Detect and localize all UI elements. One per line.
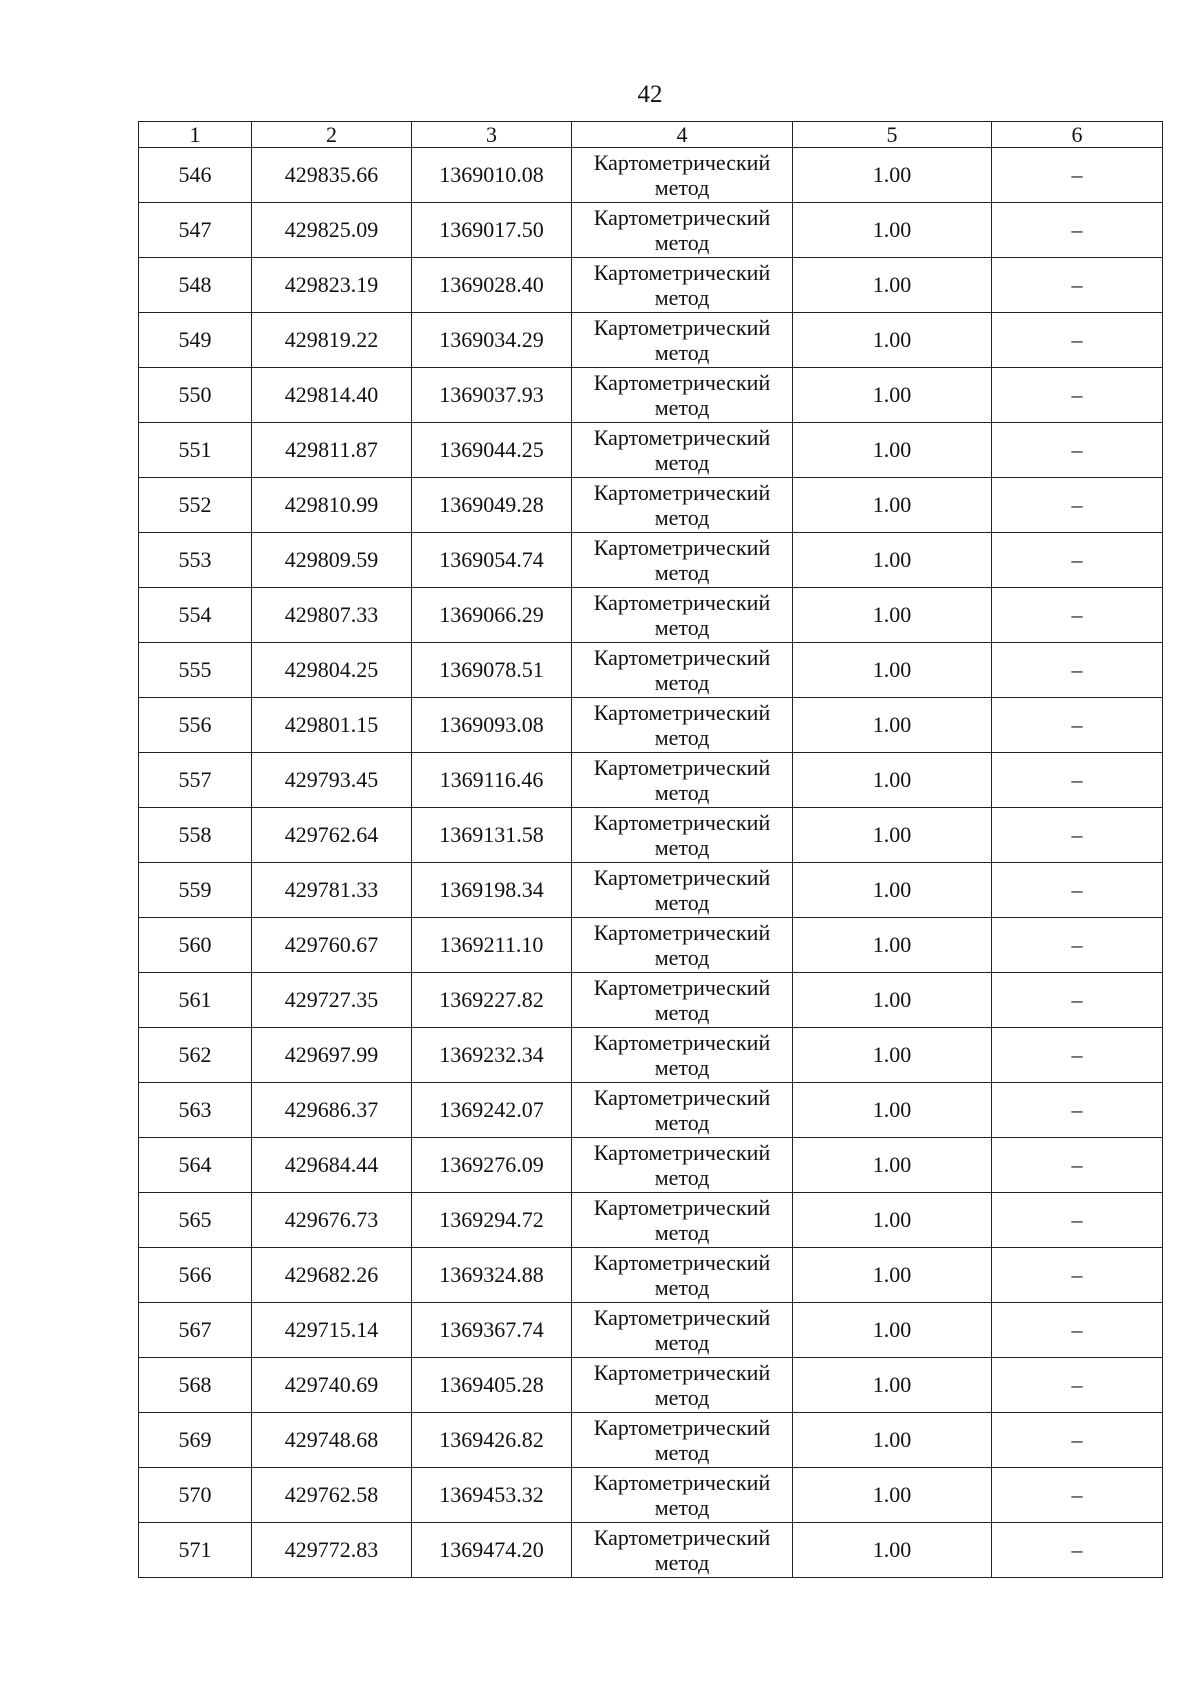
accuracy-cell: 1.00 (793, 423, 992, 478)
method-text: метод (654, 1385, 710, 1410)
x-coordinate-cell: 429772.83 (252, 1523, 412, 1578)
note-cell: – (992, 148, 1163, 203)
accuracy-cell: 1.00 (793, 918, 992, 973)
method-text: метод (654, 395, 710, 420)
method-cell (572, 313, 793, 368)
y-coordinate-cell: 1369131.58 (412, 808, 572, 863)
method-text: Картометрический (593, 1195, 771, 1220)
table-row (139, 643, 1163, 698)
point-number-cell: 563 (139, 1083, 252, 1138)
note-cell: – (992, 808, 1163, 863)
method-text: метод (654, 670, 710, 695)
method-text: Картометрический (593, 1360, 771, 1385)
method-cell (572, 1028, 793, 1083)
table-row (139, 258, 1163, 313)
accuracy-cell: 1.00 (793, 313, 992, 368)
y-coordinate-cell: 1369044.25 (412, 423, 572, 478)
method-text: метод (654, 615, 710, 640)
method-text: Картометрический (593, 370, 771, 395)
point-number-cell: 559 (139, 863, 252, 918)
table-row (139, 1413, 1163, 1468)
x-coordinate-cell: 429686.37 (252, 1083, 412, 1138)
accuracy-cell: 1.00 (793, 368, 992, 423)
accuracy-cell: 1.00 (793, 478, 992, 533)
table-row (139, 1028, 1163, 1083)
accuracy-cell: 1.00 (793, 533, 992, 588)
method-cell (572, 478, 793, 533)
y-coordinate-cell: 1369276.09 (412, 1138, 572, 1193)
accuracy-cell: 1.00 (793, 643, 992, 698)
y-coordinate-cell: 1369474.20 (412, 1523, 572, 1578)
point-number-cell: 548 (139, 258, 252, 313)
note-cell: – (992, 533, 1163, 588)
table-header-row (139, 122, 1163, 148)
method-text: метод (654, 835, 710, 860)
page-number: 42 (637, 81, 663, 108)
column-header: 2 (252, 122, 412, 148)
note-cell: – (992, 753, 1163, 808)
x-coordinate-cell: 429760.67 (252, 918, 412, 973)
table-row (139, 1138, 1163, 1193)
x-coordinate-cell: 429682.26 (252, 1248, 412, 1303)
x-coordinate-cell: 429676.73 (252, 1193, 412, 1248)
y-coordinate-cell: 1369034.29 (412, 313, 572, 368)
note-cell: – (992, 643, 1163, 698)
point-number-cell: 565 (139, 1193, 252, 1248)
method-text: Картометрический (593, 1470, 771, 1495)
accuracy-cell: 1.00 (793, 1358, 992, 1413)
accuracy-cell: 1.00 (793, 753, 992, 808)
method-text: Картометрический (593, 700, 771, 725)
table-row (139, 1358, 1163, 1413)
point-number-cell: 546 (139, 148, 252, 203)
point-number-cell: 564 (139, 1138, 252, 1193)
y-coordinate-cell: 1369324.88 (412, 1248, 572, 1303)
method-text: метод (654, 1330, 710, 1355)
x-coordinate-cell: 429819.22 (252, 313, 412, 368)
accuracy-cell: 1.00 (793, 588, 992, 643)
y-coordinate-cell: 1369426.82 (412, 1413, 572, 1468)
method-text: метод (654, 1495, 710, 1520)
accuracy-cell: 1.00 (793, 1193, 992, 1248)
y-coordinate-cell: 1369078.51 (412, 643, 572, 698)
method-text: метод (654, 560, 710, 585)
note-cell: – (992, 698, 1163, 753)
x-coordinate-cell: 429684.44 (252, 1138, 412, 1193)
x-coordinate-cell: 429762.58 (252, 1468, 412, 1523)
point-number-cell: 549 (139, 313, 252, 368)
method-cell (572, 643, 793, 698)
y-coordinate-cell: 1369116.46 (412, 753, 572, 808)
y-coordinate-cell: 1369211.10 (412, 918, 572, 973)
note-cell: – (992, 1083, 1163, 1138)
y-coordinate-cell: 1369405.28 (412, 1358, 572, 1413)
point-number-cell: 566 (139, 1248, 252, 1303)
table-row (139, 368, 1163, 423)
accuracy-cell: 1.00 (793, 698, 992, 753)
point-number-cell: 568 (139, 1358, 252, 1413)
note-cell: – (992, 1138, 1163, 1193)
accuracy-cell: 1.00 (793, 1028, 992, 1083)
method-text: метод (654, 945, 710, 970)
column-header: 4 (572, 122, 793, 148)
method-cell (572, 533, 793, 588)
x-coordinate-cell: 429781.33 (252, 863, 412, 918)
column-header: 5 (793, 122, 992, 148)
table-row (139, 973, 1163, 1028)
table-row (139, 1193, 1163, 1248)
y-coordinate-cell: 1369232.34 (412, 1028, 572, 1083)
method-text: Картометрический (593, 260, 771, 285)
accuracy-cell: 1.00 (793, 1523, 992, 1578)
method-text: метод (654, 780, 710, 805)
method-text: Картометрический (593, 315, 771, 340)
accuracy-cell: 1.00 (793, 863, 992, 918)
note-cell: – (992, 1028, 1163, 1083)
table-row (139, 918, 1163, 973)
point-number-cell: 547 (139, 203, 252, 258)
y-coordinate-cell: 1369242.07 (412, 1083, 572, 1138)
note-cell: – (992, 1303, 1163, 1358)
y-coordinate-cell: 1369054.74 (412, 533, 572, 588)
method-text: метод (654, 175, 710, 200)
note-cell: – (992, 1248, 1163, 1303)
y-coordinate-cell: 1369037.93 (412, 368, 572, 423)
note-cell: – (992, 588, 1163, 643)
point-number-cell: 553 (139, 533, 252, 588)
note-cell: – (992, 1468, 1163, 1523)
point-number-cell: 561 (139, 973, 252, 1028)
x-coordinate-cell: 429697.99 (252, 1028, 412, 1083)
method-cell (572, 1413, 793, 1468)
point-number-cell: 557 (139, 753, 252, 808)
method-text: Картометрический (593, 1140, 771, 1165)
accuracy-cell: 1.00 (793, 203, 992, 258)
note-cell: – (992, 1523, 1163, 1578)
method-text: Картометрический (593, 810, 771, 835)
method-cell (572, 753, 793, 808)
method-text: метод (654, 340, 710, 365)
table-row (139, 753, 1163, 808)
method-text: метод (654, 285, 710, 310)
table-row (139, 1303, 1163, 1358)
method-text: Картометрический (593, 920, 771, 945)
method-cell (572, 1523, 793, 1578)
method-text: метод (654, 505, 710, 530)
x-coordinate-cell: 429804.25 (252, 643, 412, 698)
method-cell (572, 423, 793, 478)
method-text: Картометрический (593, 645, 771, 670)
method-cell (572, 148, 793, 203)
method-text: Картометрический (593, 150, 771, 175)
y-coordinate-cell: 1369028.40 (412, 258, 572, 313)
point-number-cell: 555 (139, 643, 252, 698)
table-row (139, 863, 1163, 918)
method-text: метод (654, 725, 710, 750)
method-cell (572, 203, 793, 258)
note-cell: – (992, 478, 1163, 533)
method-text: Картометрический (593, 1085, 771, 1110)
accuracy-cell: 1.00 (793, 1468, 992, 1523)
x-coordinate-cell: 429835.66 (252, 148, 412, 203)
x-coordinate-cell: 429825.09 (252, 203, 412, 258)
table-row (139, 313, 1163, 368)
table-row (139, 808, 1163, 863)
method-cell (572, 368, 793, 423)
y-coordinate-cell: 1369093.08 (412, 698, 572, 753)
point-number-cell: 560 (139, 918, 252, 973)
method-text: Картометрический (593, 1305, 771, 1330)
x-coordinate-cell: 429810.99 (252, 478, 412, 533)
method-text: Картометрический (593, 425, 771, 450)
column-header: 3 (412, 122, 572, 148)
method-text: Картометрический (593, 1250, 771, 1275)
coordinates-table (138, 121, 1163, 1578)
point-number-cell: 550 (139, 368, 252, 423)
accuracy-cell: 1.00 (793, 808, 992, 863)
method-cell (572, 808, 793, 863)
method-cell (572, 863, 793, 918)
point-number-cell: 562 (139, 1028, 252, 1083)
method-text: Картометрический (593, 480, 771, 505)
y-coordinate-cell: 1369294.72 (412, 1193, 572, 1248)
method-text: метод (654, 1165, 710, 1190)
method-text: Картометрический (593, 1030, 771, 1055)
method-cell (572, 1138, 793, 1193)
x-coordinate-cell: 429809.59 (252, 533, 412, 588)
accuracy-cell: 1.00 (793, 1083, 992, 1138)
note-cell: – (992, 423, 1163, 478)
method-text: метод (654, 890, 710, 915)
method-text: Картометрический (593, 535, 771, 560)
note-cell: – (992, 1413, 1163, 1468)
method-text: Картометрический (593, 755, 771, 780)
table-row (139, 698, 1163, 753)
table-row (139, 478, 1163, 533)
y-coordinate-cell: 1369049.28 (412, 478, 572, 533)
method-cell (572, 588, 793, 643)
table-row (139, 148, 1163, 203)
x-coordinate-cell: 429823.19 (252, 258, 412, 313)
x-coordinate-cell: 429811.87 (252, 423, 412, 478)
method-cell (572, 1303, 793, 1358)
table-row (139, 1468, 1163, 1523)
x-coordinate-cell: 429793.45 (252, 753, 412, 808)
method-text: метод (654, 1000, 710, 1025)
accuracy-cell: 1.00 (793, 258, 992, 313)
note-cell: – (992, 1358, 1163, 1413)
x-coordinate-cell: 429801.15 (252, 698, 412, 753)
x-coordinate-cell: 429715.14 (252, 1303, 412, 1358)
accuracy-cell: 1.00 (793, 148, 992, 203)
x-coordinate-cell: 429762.64 (252, 808, 412, 863)
table-row (139, 203, 1163, 258)
method-text: Картометрический (593, 975, 771, 1000)
table-row (139, 588, 1163, 643)
x-coordinate-cell: 429740.69 (252, 1358, 412, 1413)
x-coordinate-cell: 429727.35 (252, 973, 412, 1028)
column-header: 1 (139, 122, 252, 148)
note-cell: – (992, 973, 1163, 1028)
method-text: Картометрический (593, 1525, 771, 1550)
note-cell: – (992, 313, 1163, 368)
point-number-cell: 556 (139, 698, 252, 753)
method-cell (572, 1193, 793, 1248)
method-text: метод (654, 1110, 710, 1135)
point-number-cell: 571 (139, 1523, 252, 1578)
point-number-cell: 551 (139, 423, 252, 478)
x-coordinate-cell: 429748.68 (252, 1413, 412, 1468)
accuracy-cell: 1.00 (793, 1413, 992, 1468)
method-text: метод (654, 1550, 710, 1575)
note-cell: – (992, 863, 1163, 918)
table-row (139, 533, 1163, 588)
y-coordinate-cell: 1369017.50 (412, 203, 572, 258)
point-number-cell: 554 (139, 588, 252, 643)
y-coordinate-cell: 1369367.74 (412, 1303, 572, 1358)
method-text: метод (654, 230, 710, 255)
method-text: метод (654, 1220, 710, 1245)
point-number-cell: 567 (139, 1303, 252, 1358)
method-cell (572, 1248, 793, 1303)
column-header: 6 (992, 122, 1163, 148)
method-text: Картометрический (593, 1415, 771, 1440)
point-number-cell: 558 (139, 808, 252, 863)
table-row (139, 1083, 1163, 1138)
note-cell: – (992, 1193, 1163, 1248)
note-cell: – (992, 368, 1163, 423)
method-cell (572, 973, 793, 1028)
method-cell (572, 698, 793, 753)
y-coordinate-cell: 1369453.32 (412, 1468, 572, 1523)
method-cell (572, 1468, 793, 1523)
y-coordinate-cell: 1369066.29 (412, 588, 572, 643)
table-row (139, 1248, 1163, 1303)
method-cell (572, 918, 793, 973)
y-coordinate-cell: 1369198.34 (412, 863, 572, 918)
note-cell: – (992, 203, 1163, 258)
table-row (139, 423, 1163, 478)
y-coordinate-cell: 1369227.82 (412, 973, 572, 1028)
method-text: метод (654, 1055, 710, 1080)
method-cell (572, 1358, 793, 1413)
table-body (139, 122, 1163, 1578)
point-number-cell: 570 (139, 1468, 252, 1523)
point-number-cell: 569 (139, 1413, 252, 1468)
table-row (139, 1523, 1163, 1578)
method-text: Картометрический (593, 590, 771, 615)
method-text: метод (654, 1440, 710, 1465)
method-text: метод (654, 450, 710, 475)
note-cell: – (992, 918, 1163, 973)
note-cell: – (992, 258, 1163, 313)
accuracy-cell: 1.00 (793, 973, 992, 1028)
x-coordinate-cell: 429807.33 (252, 588, 412, 643)
y-coordinate-cell: 1369010.08 (412, 148, 572, 203)
accuracy-cell: 1.00 (793, 1138, 992, 1193)
point-number-cell: 552 (139, 478, 252, 533)
method-text: Картометрический (593, 205, 771, 230)
method-cell (572, 258, 793, 313)
accuracy-cell: 1.00 (793, 1303, 992, 1358)
x-coordinate-cell: 429814.40 (252, 368, 412, 423)
method-text: Картометрический (593, 865, 771, 890)
method-cell (572, 1083, 793, 1138)
accuracy-cell: 1.00 (793, 1248, 992, 1303)
method-text: метод (654, 1275, 710, 1300)
